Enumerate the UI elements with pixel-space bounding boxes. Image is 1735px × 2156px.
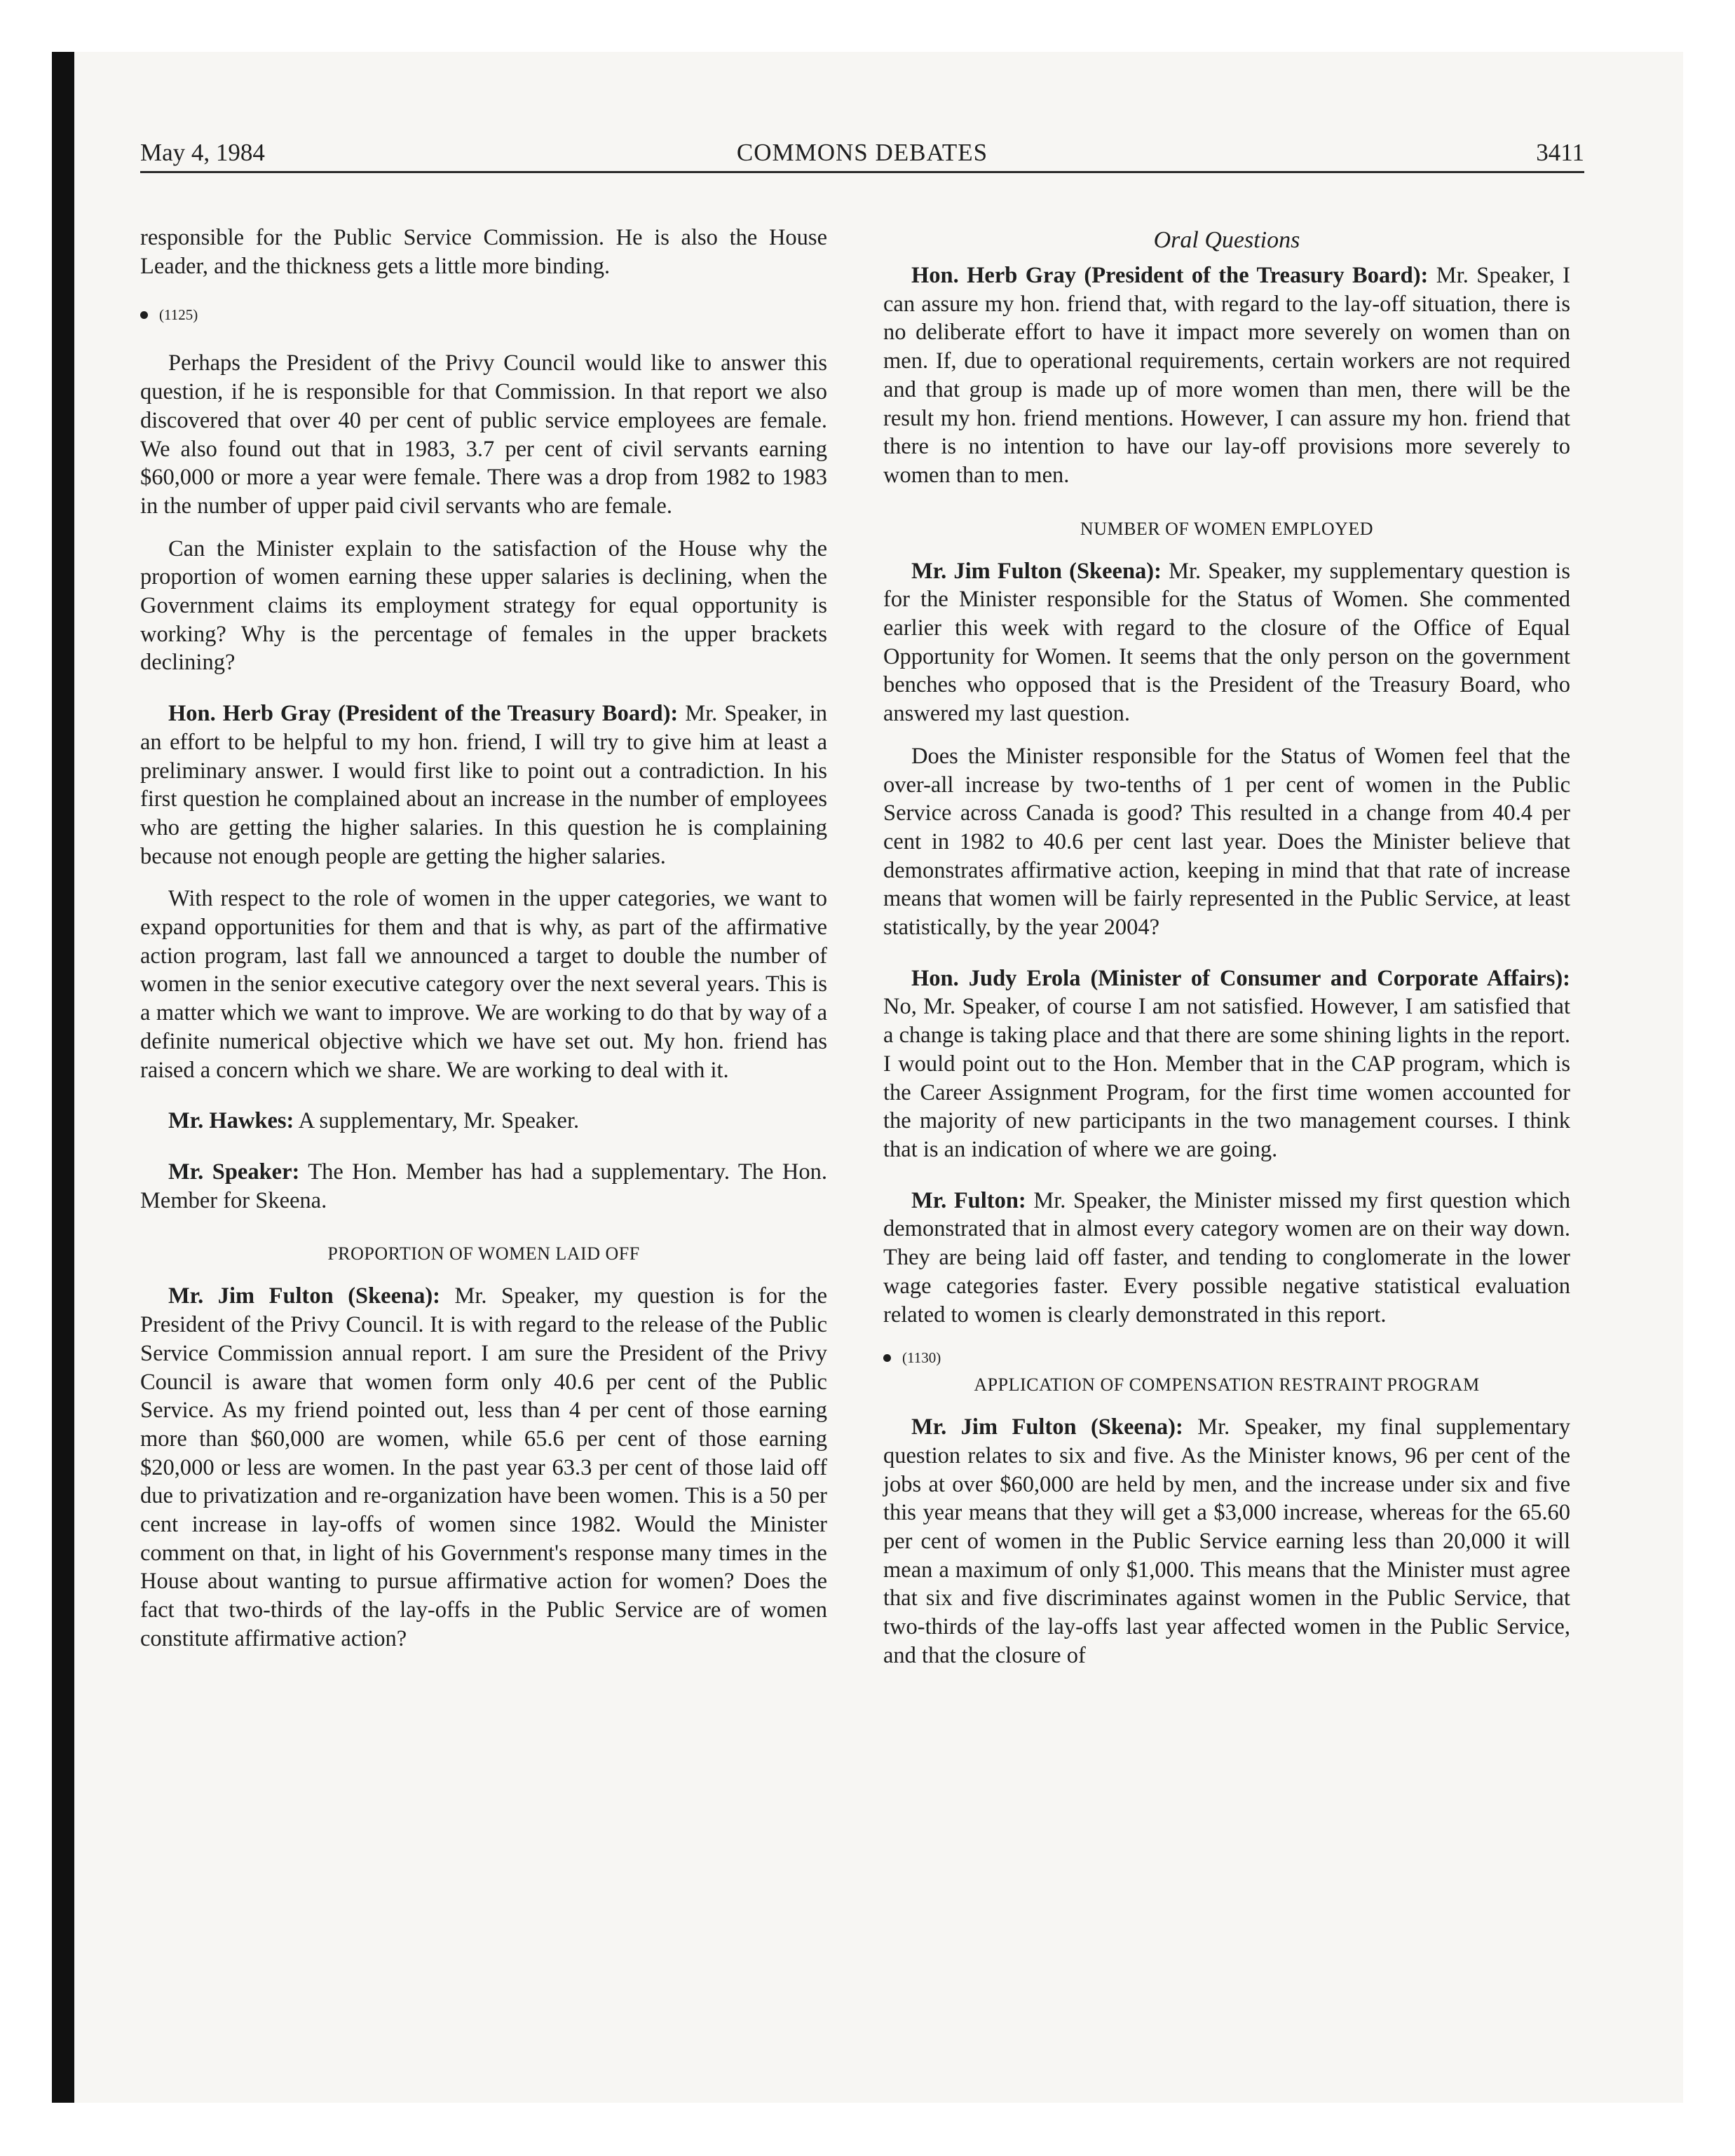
section-heading: APPLICATION OF COMPENSATION RESTRAINT PROGRAM: [974, 1374, 1480, 1396]
time-marker-label: (1125): [159, 306, 198, 324]
speaker-name: Mr. Hawkes:: [168, 1108, 294, 1134]
column-heading: Oral Questions: [1153, 227, 1300, 253]
paragraph: responsible for the Public Service Commission. He is also the House Leader, and the thickness gets a little more binding.: [140, 225, 827, 279]
right-column: [883, 226, 1570, 1670]
left-column: [140, 224, 827, 1653]
speech: [883, 1187, 1570, 1330]
page-number: 3411: [1536, 139, 1584, 166]
running-header: [140, 137, 1584, 173]
speaker-name: Mr. Jim Fulton (Skeena):: [911, 558, 1162, 584]
time-marker-label: (1130): [902, 1349, 941, 1367]
header-title: COMMONS DEBATES: [736, 139, 988, 166]
speech: [140, 1107, 827, 1135]
speech-text: Mr. Speaker, my final supplementary question relates to six and five. As the Minister knows, 96 per cent of the jobs at over $60,000 are held by men, and the increase under six and five this year means that they will get a $3,000 increase, whereas for the 65.60 per cent of women in the Public Service earning less than 20,000 it will mean a maximum of only $1,000. This means that the Minister must agree that six and five discriminates against women in the Public Service, that two-thirds of the lay-offs last year affected women in the Public Service, and that the closure of: [883, 1414, 1570, 1668]
binding-edge: [52, 52, 74, 2103]
speech-text: Mr. Speaker, I can assure my hon. friend that, with regard to the lay-off situation, there is no deliberate effort to have it impact more severely on women than on men. If, due to operational requirements, certain workers are not required and that group is made up of more women than men, there will be the result my hon. friend mentions. However, I can assure my hon. friend that there is no intention to have our lay-off provisions more severely to women than to men.: [883, 263, 1570, 488]
speech-text: A supplementary, Mr. Speaker.: [294, 1108, 580, 1134]
header-date: May 4, 1984: [140, 139, 265, 166]
speaker-name: Hon. Judy Erola (Minister of Consumer and Corporate Affairs):: [911, 965, 1570, 991]
speaker-name: Hon. Herb Gray (President of the Treasury Board):: [168, 701, 679, 727]
speech: [883, 557, 1570, 728]
speaker-name: Mr. Speaker:: [168, 1159, 300, 1185]
speech: [883, 1413, 1570, 1670]
speaker-name: Mr. Jim Fulton (Skeena):: [911, 1414, 1183, 1440]
speaker-name: Hon. Herb Gray (President of the Treasury Board):: [911, 263, 1429, 288]
speech: [883, 964, 1570, 1164]
paragraph: Can the Minister explain to the satisfaction of the House why the proportion of women earning these upper salaries is declining, when the Government claims its employment strategy for equal opportunity is working? Why is the percentage of females in the upper brackets declining?: [140, 535, 827, 676]
speech-text: Mr. Speaker, the Minister missed my first question which demonstrated that in almost every category women are on their way down. They are being laid off faster, and tending to conglomerate in the lower wage categories faster. Every possible negative statistical evaluation related to women is clearly demonstrated in this report.: [883, 1187, 1571, 1328]
speaker-name: Mr. Jim Fulton (Skeena):: [168, 1283, 440, 1309]
bullet-icon: [140, 311, 148, 319]
speech-text: Mr. Speaker, in an effort to be helpful to my hon. friend, I will try to give him at least a preliminary answer. I would first like to point out a contradiction. In his first question he complained about an increase in the number of employees who are getting the higher salaries. In this question he is complaining because not enough people are getting the higher salaries.: [140, 701, 827, 869]
speech-text: The Hon. Member has had a supplementary. The Hon. Member for Skeena.: [140, 1159, 827, 1213]
speech: [140, 1282, 827, 1653]
time-marker: [140, 304, 827, 325]
paragraph: Perhaps the President of the Privy Council would like to answer this question, if he is responsible for that Commission. In that report we also discovered that over 40 per cent of public service employees are female. We also found out that in 1983, 3.7 per cent of civil servants earning $60,000 or more a year were female. There was a drop from 1982 to 1983 in the number of upper paid civil servants who are female.: [140, 350, 827, 519]
paragraph: With respect to the role of women in the upper categories, we want to expand opportunities for them and that is why, as part of the affirmative action program, last fall we announced a target to double the number of women in the senior executive category over the next several years. This is a matter which we want to improve. We are working to do that by way of a definite numerical objective which we have set out. My hon. friend has raised a concern which we share. We are working to deal with it.: [140, 886, 827, 1083]
speech: [140, 1158, 827, 1215]
time-marker: [883, 1347, 1570, 1368]
section-heading: NUMBER OF WOMEN EMPLOYED: [1080, 518, 1374, 539]
paragraph: Does the Minister responsible for the Status of Women feel that the over-all increase by two-tenths of 1 per cent of women in the Public Service across Canada is good? This resulted in a change from 40.4 per cent in 1982 to 40.6 per cent last year. Does the Minister believe that demonstrates affirmative action, keeping in mind that that rate of increase means that women will be fairly represented in the Public Service, at least statistically, by the year 2004?: [883, 743, 1570, 941]
speaker-name: Mr. Fulton:: [911, 1187, 1026, 1213]
speech-text: Mr. Speaker, my supplementary question is for the Minister responsible for the Status of Women. She commented earlier this week with regard to the closure of the Office of Equal Opportunity for Women. It seems that the only person on the government benches who opposed that is the President of the Treasury Board, who answered my last question.: [883, 558, 1570, 727]
speech-text: Mr. Speaker, my question is for the President of the Privy Council. It is with regard to the release of the Public Service Commission annual report. I am sure the President of the Privy Council is aware that women form only 40.6 per cent of the Public Service. As my friend pointed out, less than 4 per cent of those earning more than $60,000 are women, while 65.6 per cent of those earning $20,000 or less are women. In the past year 63.3 per cent of those laid off due to privatization and re-organization have been women. This is a 50 per cent increase in lay-offs of women since 1982. Would the Minister comment on that, in light of his Government's response many times in the House about wanting to pursue affirmative action for women? Does the fact that two-thirds of the lay-offs in the Public Service are of women constitute affirmative action?: [140, 1283, 827, 1651]
bullet-icon: [883, 1354, 891, 1362]
speech: [883, 261, 1570, 490]
document-page: [140, 137, 1584, 1668]
section-heading: PROPORTION OF WOMEN LAID OFF: [327, 1243, 640, 1264]
speech: [140, 700, 827, 871]
speech-text: No, Mr. Speaker, of course I am not satisfied. However, I am satisfied that a change is taking place and that there are some shining lights in the report. I would point out to the Hon. Member that in the CAP program, which is the Career Assignment Program, for the first time women accounted for the majority of new participants in the two management courses. I think that is an indication of where we are going.: [883, 994, 1570, 1162]
